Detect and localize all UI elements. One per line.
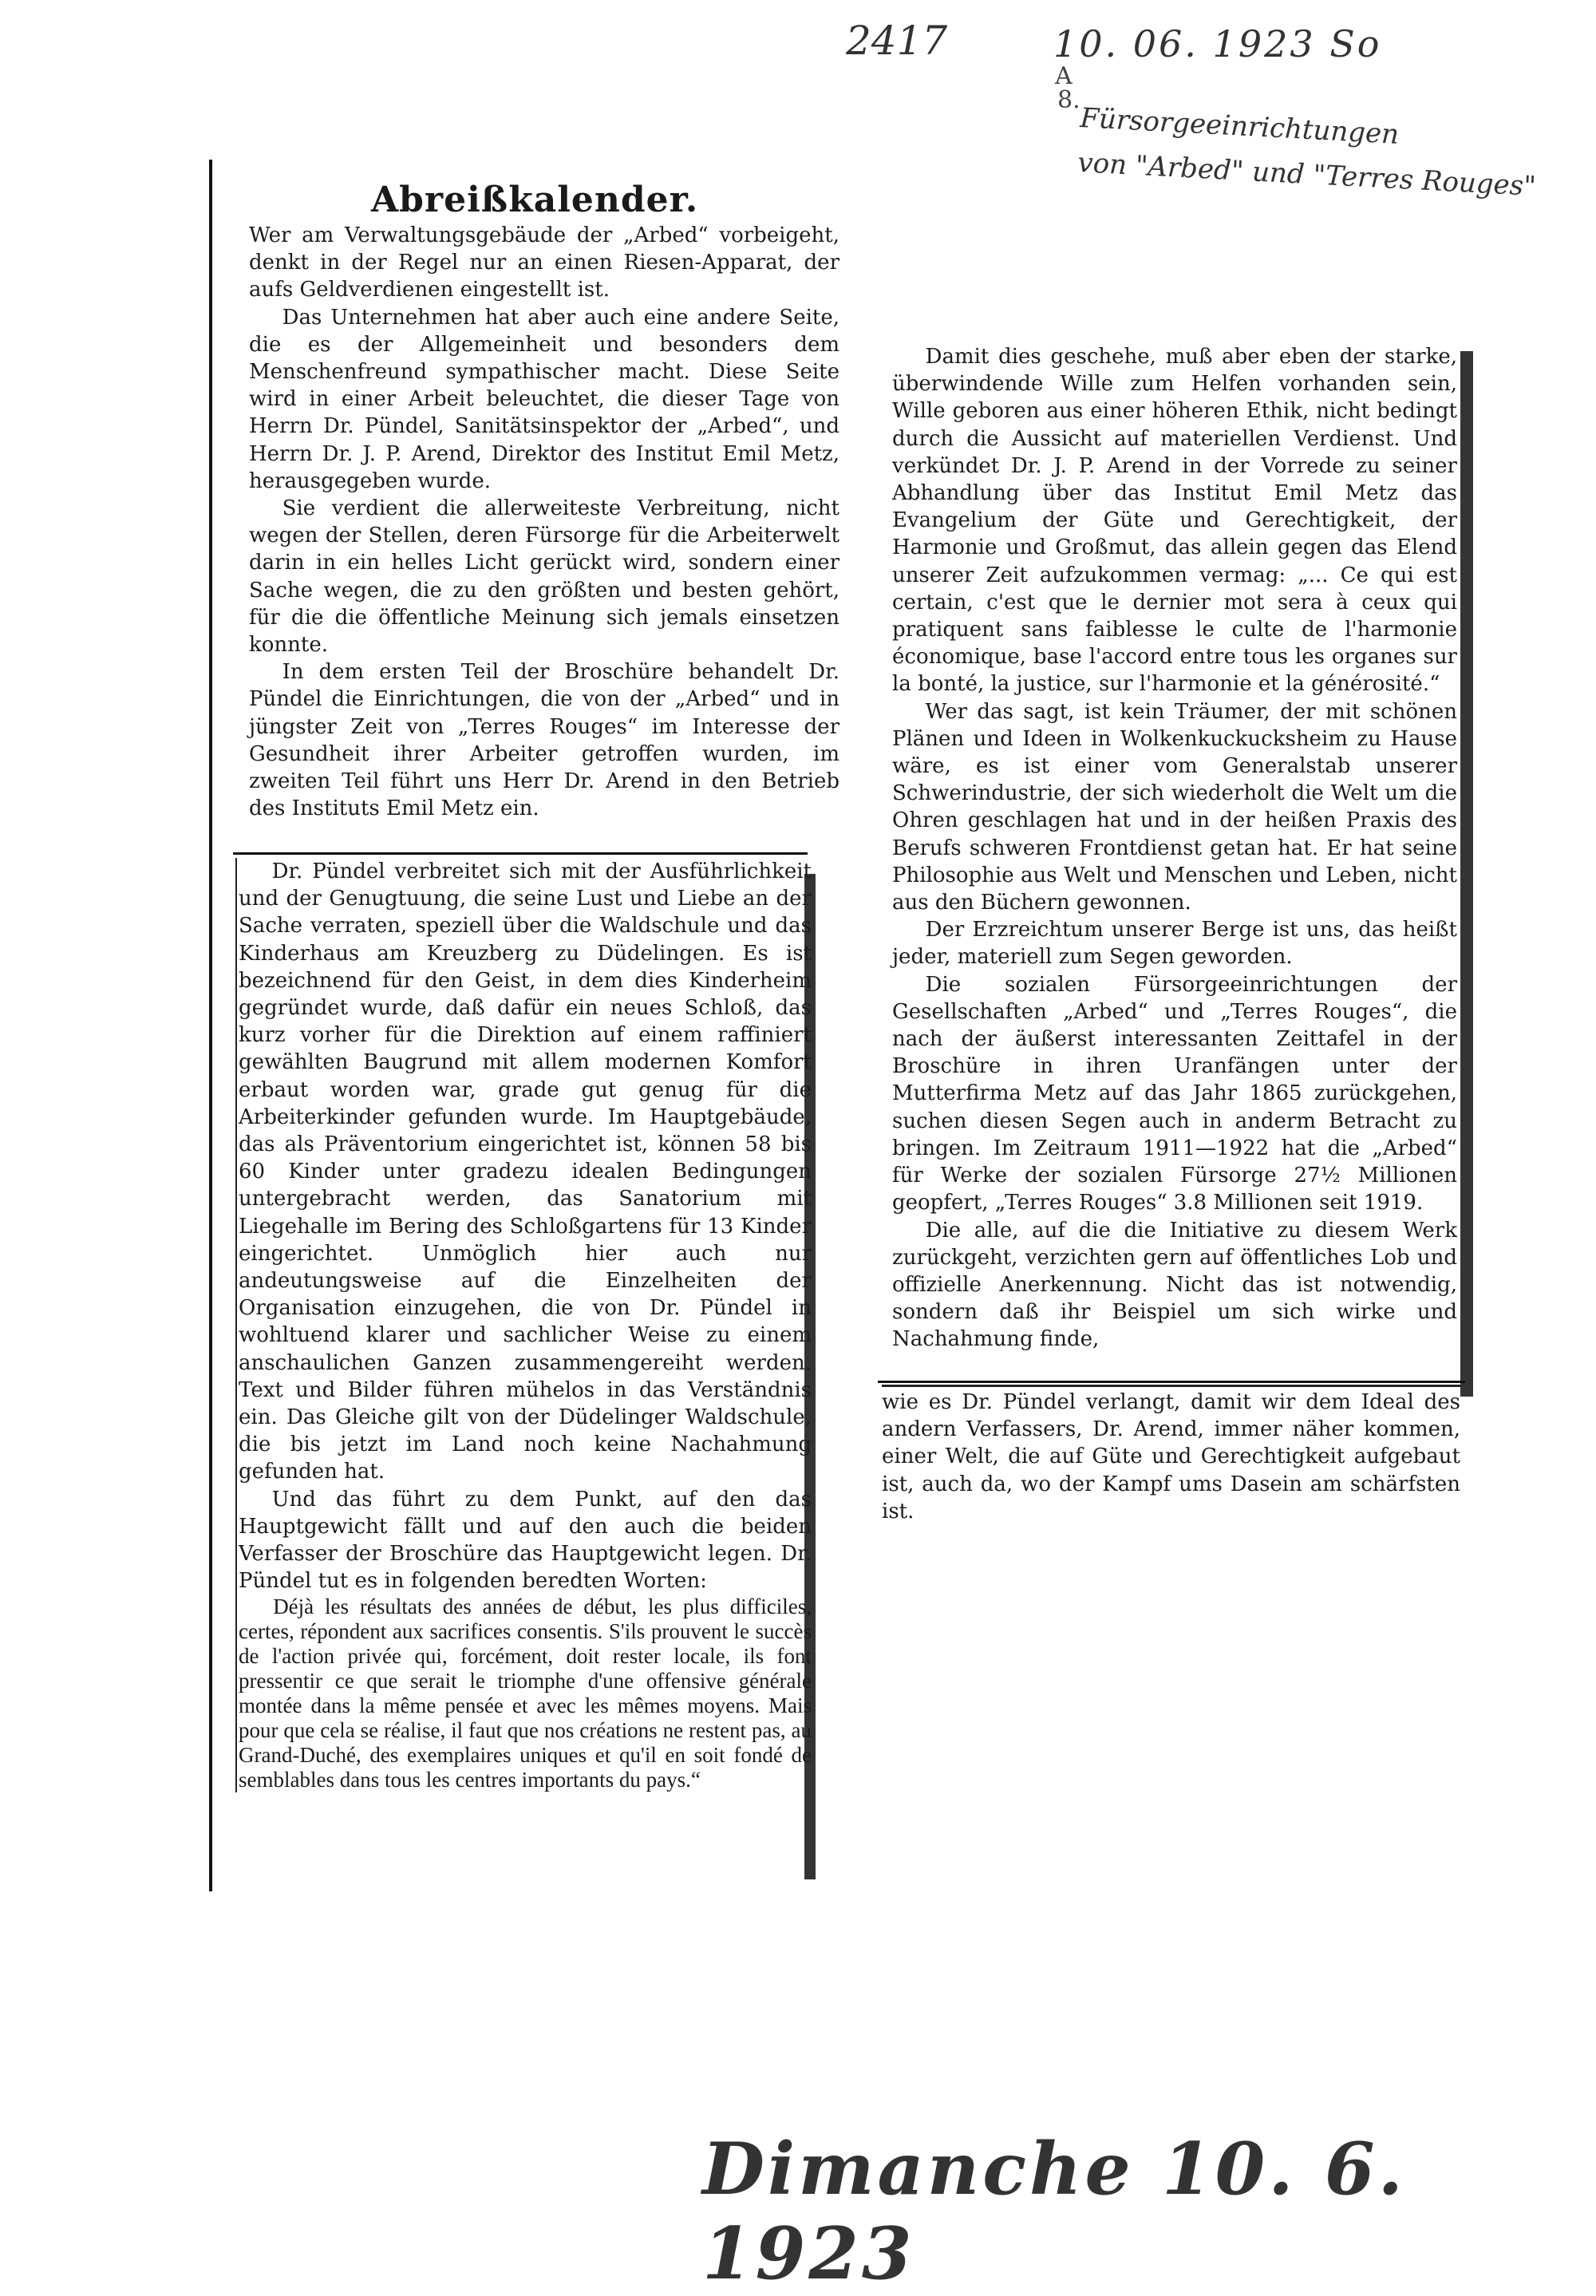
clipping-edge-col4-top [878,1381,1465,1383]
article-column-3 [892,343,1457,1353]
article-column-4 [882,1385,1460,1525]
paragraph: Die alle, auf die die Initiative zu diesem Werk zurückgeht, verzichten gern auf öffentliches Lob und offizielle Anerkennung. Nicht das ist notwendig, sondern daß ihr Beispiel um sich wirke und Nachahmung finde, [892,1218,1457,1352]
paragraph: Der Erzreichtum unserer Berge ist uns, das heißt jeder, materiell zum Segen geworden. [892,918,1457,970]
archive-number-annotation: 2417 [846,18,948,64]
paragraph-continuation: wie es Dr. Pündel verlangt, damit wir dem Ideal des andern Verfassers, Dr. Arend, immer näher kommen, einer Welt, die auf Güte und Gerechtigkeit aufgebaut ist, auch da, wo der Kampf ums Dasein am schärfsten ist. [882,1390,1460,1523]
paragraph: Wer das sagt, ist kein Träumer, der mit schönen Plänen und Ideen in Wolkenkuckucksheim zu Hause wäre, es ist einer vom Generalstab unserer Schwerindustrie, der sich wiederholt die Welt um die Ohren geschlagen hat und in der heißen Praxis des Berufs schweren Frontdienst getan hat. Er hat seine Philosophie aus Welt und Menschen und Leben, nicht aus den Büchern gewonnen. [892,699,1457,915]
clipping-edge-col2-top [233,852,808,855]
clipping-shadow-col3 [1460,351,1473,1397]
article-column-2 [235,858,812,1792]
paragraph: Damit dies geschehe, muß aber eben der starke, überwindende Wille zum Helfen vorhanden sein, Wille geboren aus einer höheren Ethik, nicht bedingt durch die Aussicht auf materiellen Verdienst. Und verkündet Dr. J. P. Arend in der Vorrede zu seiner Abhandlung über das Institut Emil Metz das Evangelium der Güte und Gerechtigkeit, der Harmonie und Großmut, das allein gegen das Elend unserer Zeit aufzukommen vermag: „... Ce qui est certain, c'est que le dernier mot sera à ceux qui pratiquent sans faiblesse le culte de l'harmonie économique, base l'accord entre tous les organes sur la bonté, la justice, sur l'harmonie et la générosité.“ [892,345,1457,697]
topic-line-2: von "Arbed" und "Terres Rouges" [1077,146,1537,203]
topic-annotation [1077,96,1575,211]
paragraph: Dr. Pündel verbreitet sich mit der Ausführlichkeit und der Genugtuung, die seine Lust und Liebe an der Sache verraten, speziell über die Waldschule und das Kinderhaus am Kreuzberg zu Düdelingen. Es ist bezeichnend für den Geist, in dem dies Kinderheim gegründet wurde, daß dafür ein neues Schloß, das kurz vorher für die Direktion auf einem raffiniert gewählten Baugrund mit allem modernen Komfort erbaut worden war, grade gut genug für die Arbeiterkinder gefunden wurde. Im Hauptgebäude, das als Präventorium eingerichtet ist, können 58 bis 60 Kinder unter gradezu idealen Bedingungen untergebracht werden, das Sanatorium mit Liegehalle im Bering des Schloßgartens für 13 Kinder eingerichtet. Unmöglich hier auch nur andeutungsweise auf die Einzelheiten der Organisation einzugehen, die von Dr. Pündel in wohltuend klarer und sachlicher Weise zu einem anschaulichen Ganzen zusammengereiht werden. Text und Bilder führen mühelos in das Verständnis ein. Das Gleiche gilt von der Düdelinger Waldschule, die bis jetzt im Land noch keine Nachahmung gefunden hat. [239,860,812,1484]
article-column-1 [249,222,839,822]
paragraph-intro: Wer am Verwaltungsgebäude der „Arbed“ vorbeigeht, denkt in der Regel nur an einen Riesen-Apparat, der aufs Geldverdienen eingestellt ist. [249,223,839,302]
french-quote: Déjà les résultats des années de début, les plus difficiles, certes, répondent aux sacrifices consentis. S'ils prouvent le succès de l'action privée qui, forcément, doit rester locale, ils font pressentir ce que serait le triomphe d'une offensive générale montée dans la même pensée et avec les mêmes moyens. Mais pour que cela se réalise, il faut que nos créations ne restent pas, au Grand-Duché, des exemplaires uniques et qu'il en soit fondé de semblables dans tous les centres importants du pays.“ [239,1595,812,1792]
section-mark-a: A [1055,62,1073,90]
topic-line-1: Fürsorgeeinrichtungen [1079,101,1400,151]
clipping-edge-left-lower [209,854,212,1891]
paragraph: In dem ersten Teil der Broschüre behandelt Dr. Pündel die Einrichtungen, die von der „Arbed“ und in jüngster Zeit von „Terres Rouges“ im Interesse der Gesundheit ihrer Arbeiter getroffen wurden, im zweiten Teil führt uns Herr Dr. Arend in den Betrieb des Instituts Emil Metz ein. [249,660,839,821]
handwritten-date-bottom: Dimanche 10. 6. 1923 [702,2127,1406,2296]
paragraph: Sie verdient die allerweiteste Verbreitung, nicht wegen der Stellen, deren Fürsorge für die Arbeiterwelt darin in ein helles Licht gerückt wird, sondern einer Sache wegen, die zu den größten und besten gehört, für die die öffentliche Meinung sich jemals einsetzen konnte. [249,496,839,658]
section-mark-b: 8. [1057,86,1080,114]
article-title: Abreißkalender. [371,180,699,220]
paragraph: Das Unternehmen hat aber auch eine andere Seite, die es der Allgemeinheit und besonders dem Menschenfreund sympathischer macht. Diese Seite wird in einer Arbeit beleuchtet, die dieser Tage von Herrn Dr. Pündel, Sanitätsinspektor der „Arbed“, und Herrn Dr. J. P. Arend, Direktor des Institut Emil Metz, herausgegeben wurde. [249,305,839,493]
archive-date-annotation: 10. 06. 1923 So [1053,22,1382,65]
paragraph: Die sozialen Fürsorgeeinrichtungen der Gesellschaften „Arbed“ und „Terres Rouges“, die nach der äußerst interessanten Zeittafel in der Broschüre in ihren Uranfängen unter der Mutterfirma Metz auf das Jahr 1865 zurückgehen, suchen diesen Segen auch in anderm Betracht zu bringen. Im Zeitraum 1911—1922 hat die „Arbed“ für Werke der sozialen Fürsorge 27½ Millionen geopfert, „Terres Rouges“ 3.8 Millionen seit 1919. [892,972,1457,1215]
paragraph: Und das führt zu dem Punkt, auf den das Hauptgewicht fällt und auf den auch die beiden Verfasser der Broschüre das Hauptgewicht legen. Dr. Pündel tut es in folgenden beredten Worten: [239,1487,812,1594]
